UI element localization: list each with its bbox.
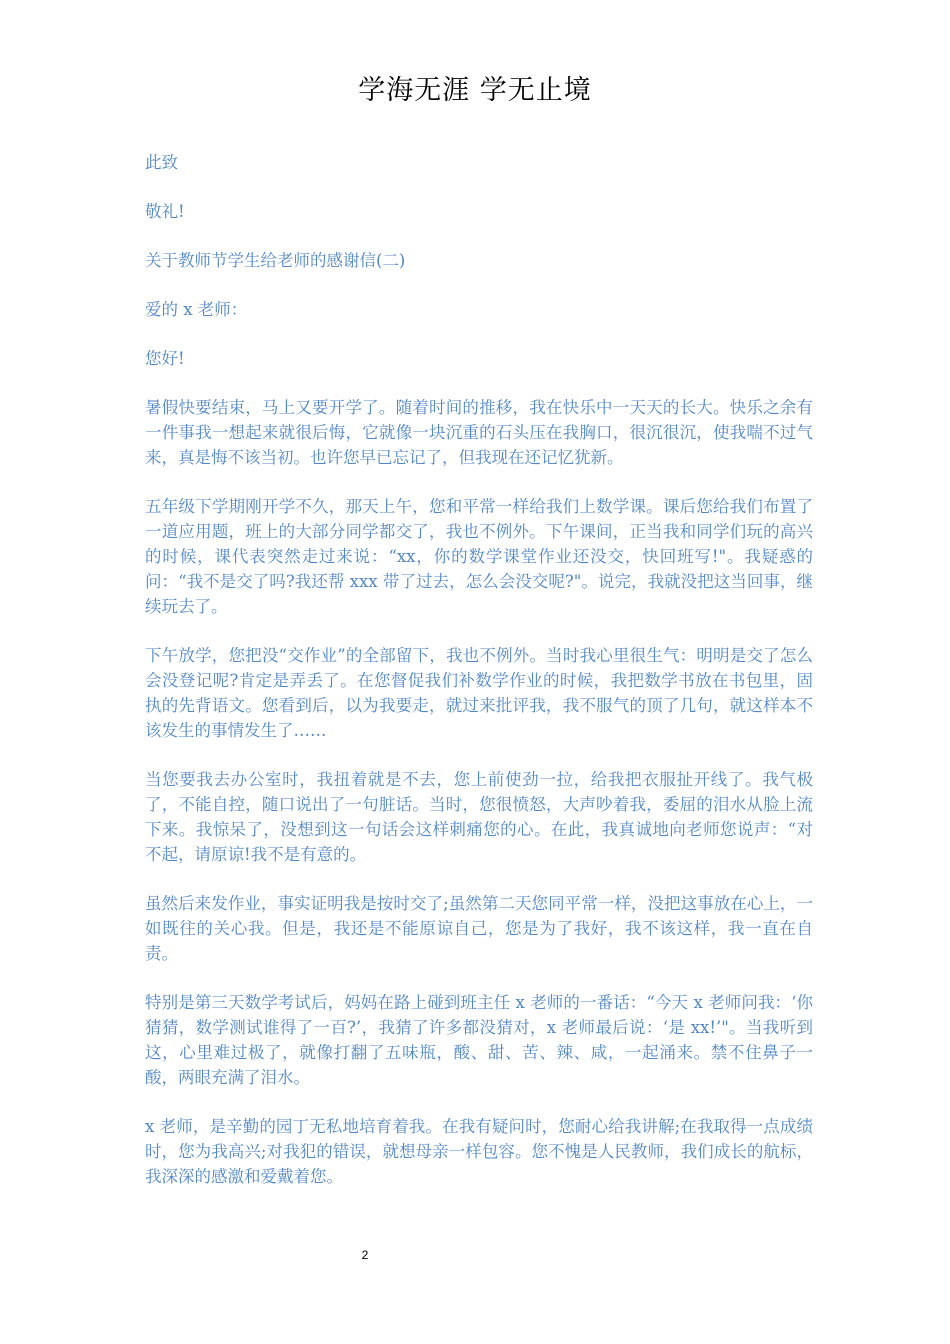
letter-closing: 此致 bbox=[145, 153, 178, 172]
letter-hello: 您好! bbox=[145, 349, 185, 368]
page-number: 2 bbox=[361, 1248, 369, 1262]
letter-title: 关于教师节学生给老师的感谢信(二) bbox=[145, 251, 406, 270]
page-header-title: 学海无涯 学无止境 bbox=[358, 75, 592, 106]
paragraph: 当您要我去办公室时，我扭着就是不去，您上前使劲一拉，给我把衣服扯开线了。我气极了，不能自控，随口说出了一句脏话。当时，您很愤怒，大声吵着我，委屈的泪水从脸上流下来。我惊呆了，没想到这一句话会这样刺痛您的心。在此，我真诚地向老师您说声：“对不起，请原谅!我不是有意的。 bbox=[145, 770, 813, 864]
paragraph: 特别是第三天数学考试后，妈妈在路上碰到班主任 x 老师的一番话：“今天 x 老师问我：‘你猜猜，数学测试谁得了一百?’，我猜了许多都没猜对，x 老师最后说：‘是 xx!’"。当我听到这，心里难过极了，就像打翻了五味瓶，酸、甜、苦、辣、咸，一起涌来。禁不住鼻子一酸，两眼充满了泪水。 bbox=[145, 993, 813, 1087]
paragraph: 暑假快要结束，马上又要开学了。随着时间的推移，我在快乐中一天天的长大。快乐之余有一件事我一想起来就很后悔，它就像一块沉重的石头压在我胸口，很沉很沉，使我喘不过气来，真是悔不该当初。也许您早已忘记了，但我现在还记忆犹新。 bbox=[145, 398, 813, 467]
letter-greeting: 爱的 x 老师： bbox=[145, 300, 248, 319]
paragraph: 五年级下学期刚开学不久，那天上午，您和平常一样给我们上数学课。课后您给我们布置了一道应用题，班上的大部分同学都交了，我也不例外。下午课间，正当我和同学们玩的高兴的时候，课代表突然走过来说：“xx，你的数学课堂作业还没交，快回班写!"。我疑惑的问：“我不是交了吗?我还帮 xxx 带了过去，怎么会没交呢?"。说完，我就没把这当回事，继续玩去了。 bbox=[145, 497, 813, 616]
paragraph: 下午放学，您把没“交作业”的全部留下，我也不例外。当时我心里很生气：明明是交了怎么会没登记呢?肯定是弄丢了。在您督促我们补数学作业的时候，我把数学书放在书包里，固执的先背语文。您看到后，以为我要走，就过来批评我，我不服气的顶了几句，就这样本不该发生的事情发生了…… bbox=[145, 646, 813, 740]
letter-salute: 敬礼! bbox=[145, 202, 185, 221]
paragraph: x 老师，是辛勤的园丁无私地培育着我。在我有疑问时，您耐心给我讲解;在我取得一点成绩时，您为我高兴;对我犯的错误，就想母亲一样包容。您不愧是人民教师，我们成长的航标，我深深的感激和爱戴着您。 bbox=[145, 1117, 813, 1186]
paragraph: 虽然后来发作业，事实证明我是按时交了;虽然第二天您同平常一样，没把这事放在心上，一如既往的关心我。但是，我还是不能原谅自己，您是为了我好，我不该这样，我一直在自责。 bbox=[145, 894, 813, 963]
letter-body bbox=[145, 150, 813, 1213]
